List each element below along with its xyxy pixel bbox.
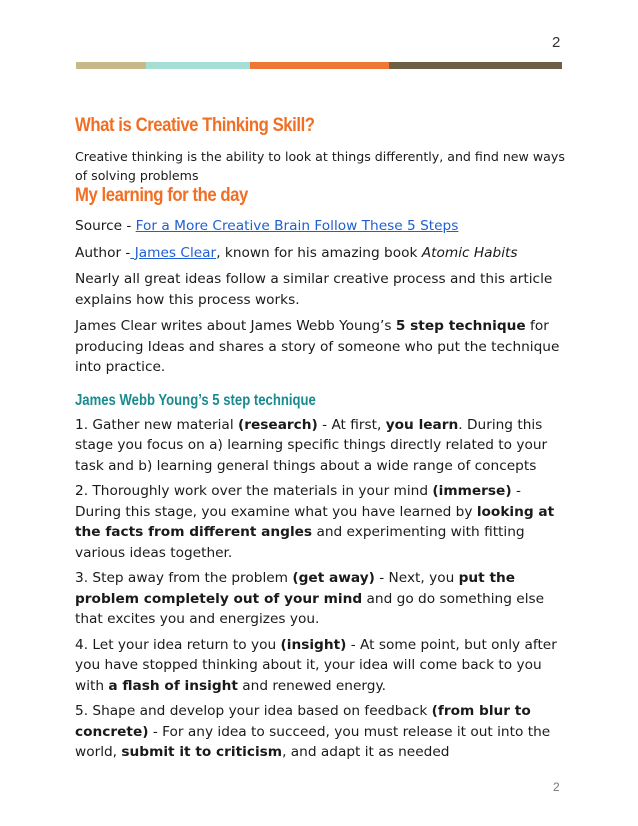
step-3 bbox=[75, 568, 565, 630]
author-label: Author - bbox=[75, 244, 131, 261]
step-text: 1. Gather new material bbox=[75, 416, 238, 433]
step-2 bbox=[75, 481, 565, 563]
step-stage: (immerse) bbox=[432, 483, 512, 499]
color-bar-segment bbox=[76, 62, 146, 69]
step-stage: (get away) bbox=[292, 570, 375, 586]
color-bar-segment bbox=[146, 62, 250, 69]
step-stage: (research) bbox=[237, 416, 318, 433]
author-line bbox=[75, 243, 565, 264]
section-title-learning: My learning for the day bbox=[75, 185, 248, 206]
summary-emphasis: 5 step technique bbox=[395, 318, 526, 334]
process-paragraph: Nearly all great ideas follow a similar creative process and this article explains how this process works. bbox=[75, 271, 553, 308]
color-bar-segment bbox=[389, 62, 562, 69]
step-text: and go do something else that excites you and energizes you. bbox=[75, 590, 545, 627]
summary-text: for producing Ideas and shares a story of someone who put the technique into practice. bbox=[75, 318, 560, 375]
step-text: 3. Step away from the problem bbox=[75, 570, 293, 586]
author-description: , known for his amazing book bbox=[216, 244, 422, 261]
step-text: , and adapt it as needed bbox=[282, 744, 450, 760]
step-5 bbox=[75, 701, 565, 763]
definition-paragraph: Creative thinking is the ability to look at things differently, and find new ways of solving problems bbox=[75, 149, 565, 183]
summary-text: James Clear writes about James Webb Young’s bbox=[75, 318, 396, 334]
step-text: - During this stage, you examine what you have learned by bbox=[75, 483, 521, 520]
footer-page-number: 2 bbox=[553, 780, 560, 794]
step-text: - At some point, but only after you have stopped thinking about it, your idea will come back to you with bbox=[75, 636, 557, 694]
decorative-color-bar bbox=[76, 62, 562, 69]
technique-summary-paragraph bbox=[75, 316, 565, 378]
color-bar-segment bbox=[250, 62, 389, 69]
step-text: and experimenting with fitting various ideas together. bbox=[75, 524, 525, 561]
step-text: - At first, bbox=[317, 416, 386, 433]
step-text: - For any idea to succeed, you must release it out into the world, bbox=[75, 723, 551, 760]
author-link[interactable]: James Clear bbox=[130, 244, 217, 261]
step-4 bbox=[75, 635, 565, 697]
step-text: 2. Thoroughly work over the materials in your mind bbox=[75, 483, 433, 499]
step-text: . During this stage you focus on a) learning specific things directly related to your task and b) learning general things about a wide range of concepts bbox=[75, 416, 548, 474]
step-text: 5. Shape and develop your idea based on feedback bbox=[75, 703, 432, 719]
source-link[interactable]: For a More Creative Brain Follow These 5 Steps bbox=[135, 218, 459, 234]
step-1 bbox=[75, 415, 565, 477]
section-title-creative-thinking: What is Creative Thinking Skill? bbox=[75, 115, 315, 136]
step-text: - Next, you bbox=[374, 570, 459, 586]
header-page-number: 2 bbox=[552, 34, 561, 51]
technique-subheading: James Webb Young’s 5 step technique bbox=[75, 391, 316, 409]
document-body bbox=[75, 115, 565, 763]
step-emphasis: put the problem completely out of your mind bbox=[75, 570, 516, 607]
step-emphasis: a flash of insight bbox=[108, 677, 238, 694]
step-emphasis: submit it to criticism bbox=[121, 744, 283, 760]
step-text: and renewed energy. bbox=[237, 677, 386, 694]
step-emphasis: you learn bbox=[385, 416, 459, 433]
book-title: Atomic Habits bbox=[421, 244, 518, 261]
step-emphasis: looking at the facts from different angles bbox=[75, 503, 555, 540]
step-stage: (insight) bbox=[280, 636, 347, 653]
source-line bbox=[75, 216, 565, 237]
step-stage: (from blur to concrete) bbox=[75, 703, 531, 740]
source-label: Source - bbox=[75, 218, 136, 234]
step-text: 4. Let your idea return to you bbox=[75, 636, 281, 653]
